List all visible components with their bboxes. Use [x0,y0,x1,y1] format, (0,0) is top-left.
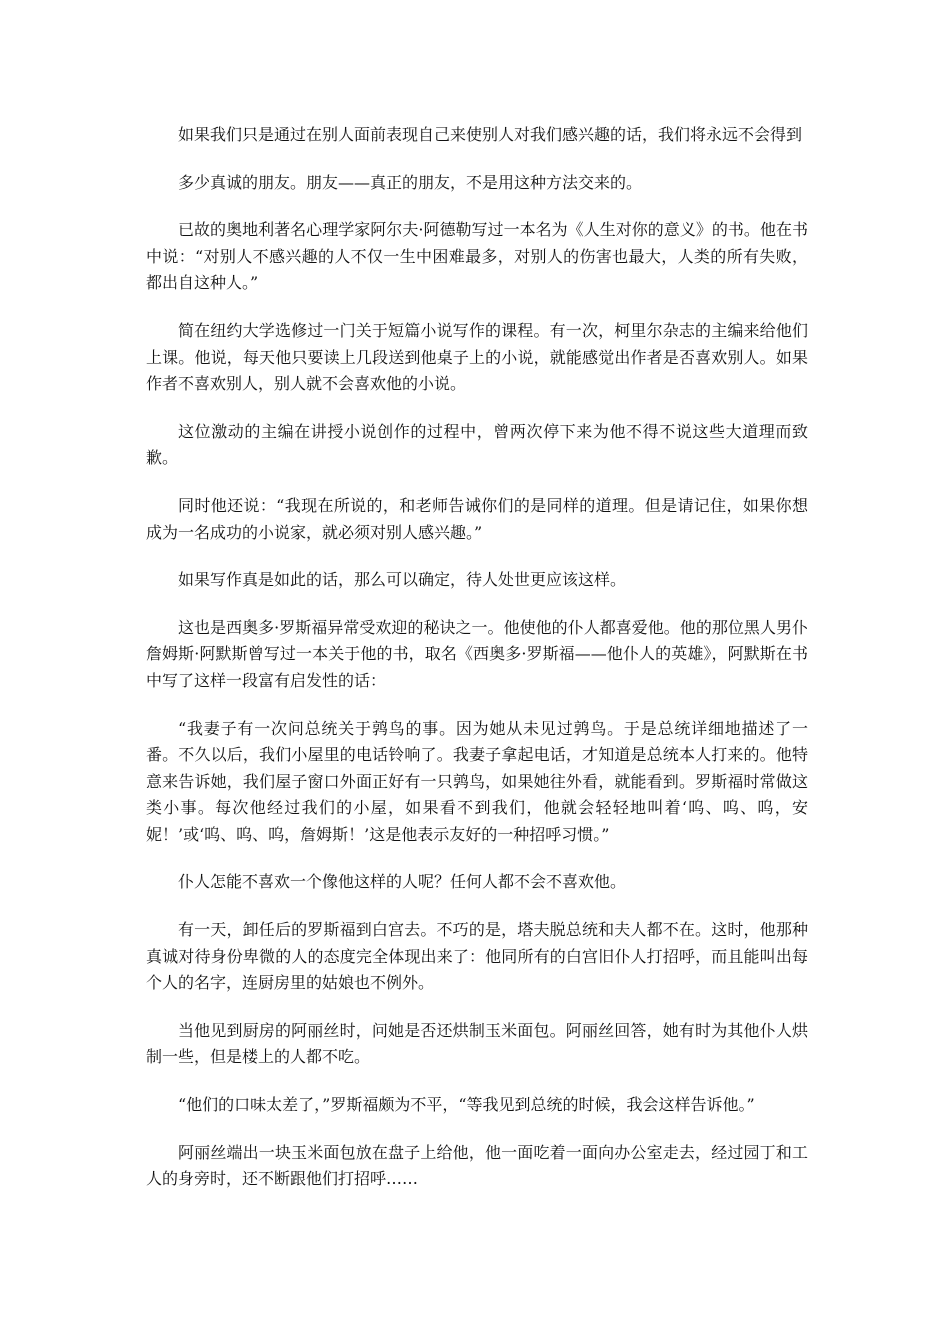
paragraph: “他们的口味太差了，”罗斯福颇为不平，“等我见到总统的时候，我会这样告诉他。” [178,1095,755,1115]
paragraph: 这也是西奥多·罗斯福异常受欢迎的秘诀之一。他使他的仆人都喜爱他。他的那位黑人男仆詹姆斯·阿默斯曾写过一本关于他的书，取名《西奥多·罗斯福——他仆人的英雄》，阿默斯在书中写了这样一段富有启发性的话： [146,617,808,690]
paragraph: 多少真诚的朋友。朋友——真正的朋友，不是用这种方法交来的。 [178,172,643,192]
paragraph: 简在纽约大学选修过一门关于短篇小说写作的课程。有一次，柯里尔杂志的主编来给他们上课。他说，每天他只要读上几段送到他桌子上的小说，就能感觉出作者是否喜欢别人。如果作者不喜欢别人，别人就不会喜欢他的小说。 [146,320,808,394]
paragraph: 仆人怎能不喜欢一个像他这样的人呢？任何人都不会不喜欢他。 [178,872,627,892]
paragraph: 同时他还说：“我现在所说的，和老师告诫你们的是同样的道理。但是请记住，如果你想成为一名成功的小说家，就必须对别人感兴趣。” [146,495,808,542]
document-body [146,122,808,1214]
paragraph: 已故的奥地利著名心理学家阿尔夫·阿德勒写过一本名为《人生对你的意义》的书。他在书中说：“对别人不感兴趣的人不仅一生中困难最多，对别人的伤害也最大，人类的所有失败，都出自这种人。” [146,220,808,293]
paragraph: 如果写作真是如此的话，那么可以确定，待人处世更应该这样。 [178,570,627,590]
paragraph: 有一天，卸任后的罗斯福到白宫去。不巧的是，塔夫脱总统和夫人都不在。这时，他那种真诚对待身份卑微的人的态度完全体现出来了：他同所有的白宫旧仆人打招呼，而且能叫出每个人的名字，连厨房里的姑娘也不例外。 [146,920,808,993]
paragraph: 这位激动的主编在讲授小说创作的过程中，曾两次停下来为他不得不说这些大道理而致歉。 [146,421,808,468]
paragraph: “我妻子有一次问总统关于鹑鸟的事。因为她从未见过鹑鸟。于是总统详细地描述了一番。不久以后，我们小屋里的电话铃响了。我妻子拿起电话，才知道是总统本人打来的。他特意来告诉她，我们屋子窗口外面正好有一只鹑鸟，如果她往外看，就能看到。罗斯福时常做这类小事。每次他经过我们的小屋，如果看不到我们，他就会轻轻地叫着‘呜、呜、呜，安妮！’或‘呜、呜、呜，詹姆斯！’这是他表示友好的一种招呼习惯。” [146,718,808,844]
paragraph: 当他见到厨房的阿丽丝时，问她是否还烘制玉米面包。阿丽丝回答，她有时为其他仆人烘制一些，但是楼上的人都不吃。 [146,1020,808,1067]
paragraph: 阿丽丝端出一块玉米面包放在盘子上给他，他一面吃着一面向办公室走去，经过园丁和工人的身旁时，还不断跟他们打招呼…… [146,1142,808,1189]
paragraph: 如果我们只是通过在别人面前表现自己来使别人对我们感兴趣的话，我们将永远不会得到 [178,125,803,144]
